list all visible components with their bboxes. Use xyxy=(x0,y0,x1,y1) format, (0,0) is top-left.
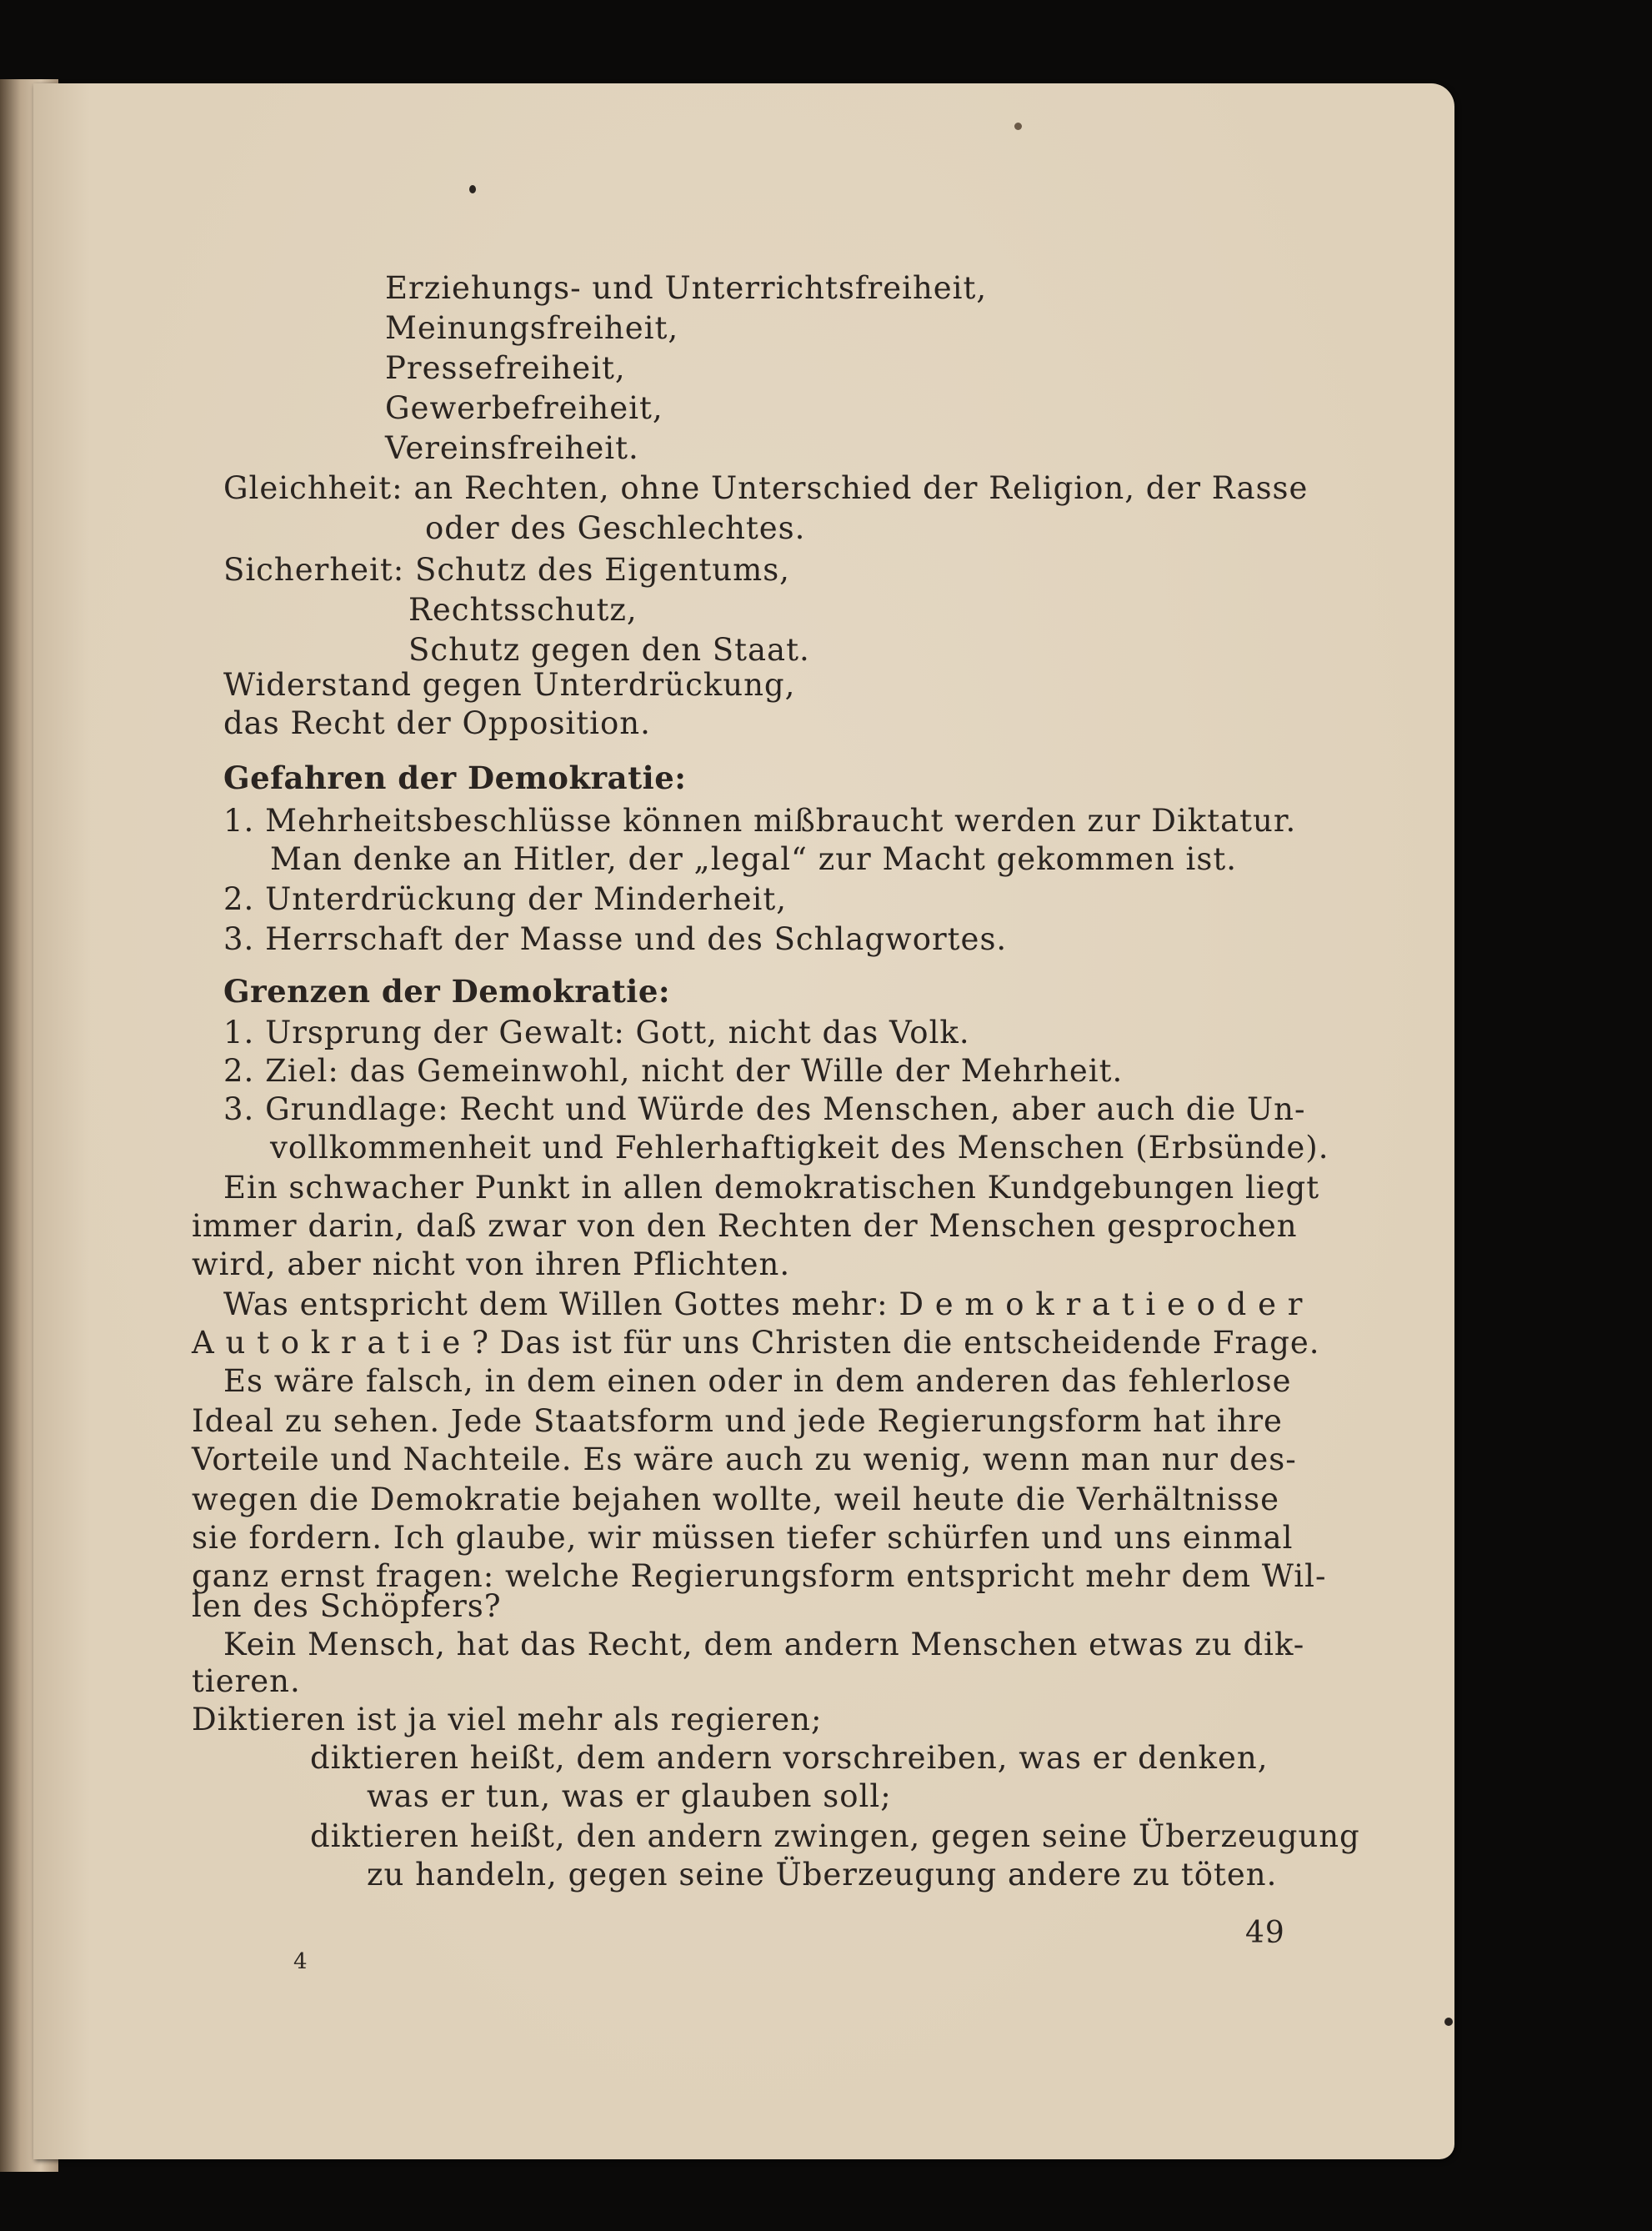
text-line: Widerstand gegen Unterdrückung, xyxy=(223,667,796,703)
text-line: Es wäre falsch, in dem einen oder in dem anderen das fehlerlose xyxy=(223,1363,1292,1399)
text-line: Vereinsfreiheit. xyxy=(385,430,639,466)
text-line: Gleichheit: an Rechten, ohne Unterschied der Religion, der Rasse xyxy=(223,470,1309,506)
text-line: zu handeln, gegen seine Überzeugung andere zu töten. xyxy=(367,1857,1278,1893)
ink-speck xyxy=(1014,123,1022,130)
list-item: 1. Mehrheitsbeschlüsse können mißbraucht werden zur Diktatur. xyxy=(223,803,1297,839)
section-heading: Gefahren der Demokratie: xyxy=(223,760,687,796)
signature-mark: 4 xyxy=(293,1949,308,1974)
text-line: Ideal zu sehen. Jede Staatsform und jede Regierungsform hat ihre xyxy=(192,1403,1283,1439)
text-line: Man denke an Hitler, der „legal“ zur Macht gekommen ist. xyxy=(270,841,1237,877)
text-line: A u t o k r a t i e ? Das ist für uns Christen die entscheidende Frage. xyxy=(192,1325,1320,1361)
text-line: das Recht der Opposition. xyxy=(223,705,651,741)
text-line: vollkommenheit und Fehlerhaftigkeit des Menschen (Erbsünde). xyxy=(270,1130,1329,1166)
text-line: tieren. xyxy=(192,1663,301,1699)
list-item: 1. Ursprung der Gewalt: Gott, nicht das Volk. xyxy=(223,1015,970,1050)
text-line: Gewerbefreiheit, xyxy=(385,390,663,426)
text-line: wegen die Demokratie bejahen wollte, weil heute die Verhältnisse xyxy=(192,1481,1279,1517)
text-line: Ein schwacher Punkt in allen demokratischen Kundgebungen liegt xyxy=(223,1170,1320,1206)
text-line: diktieren heißt, den andern zwingen, gegen seine Überzeugung xyxy=(310,1818,1360,1854)
list-item: 2. Unterdrückung der Minderheit, xyxy=(223,881,788,917)
text-line: len des Schöpfers? xyxy=(192,1588,502,1624)
list-item: 3. Grundlage: Recht und Würde des Menschen, aber auch die Un- xyxy=(223,1091,1306,1127)
text-line: Vorteile und Nachteile. Es wäre auch zu wenig, wenn man nur des- xyxy=(192,1441,1297,1477)
page-number: 49 xyxy=(1245,1916,1285,1950)
text-line: Meinungsfreiheit, xyxy=(385,310,679,346)
text-line: Schutz gegen den Staat. xyxy=(408,632,810,668)
ink-speck xyxy=(469,185,476,193)
section-heading: Grenzen der Demokratie: xyxy=(223,973,671,1010)
ink-speck xyxy=(1444,2018,1453,2026)
text-line: sie fordern. Ich glaube, wir müssen tiefer schürfen und uns einmal xyxy=(192,1520,1294,1556)
text-line: Kein Mensch, hat das Recht, dem andern Menschen etwas zu dik- xyxy=(223,1627,1305,1662)
text-line: Rechtsschutz, xyxy=(408,592,638,628)
list-item: 3. Herrschaft der Masse und des Schlagwortes. xyxy=(223,921,1008,957)
text-line: wird, aber nicht von ihren Pflichten. xyxy=(192,1246,791,1282)
text-line: Erziehungs- und Unterrichtsfreiheit, xyxy=(385,270,988,306)
text-line: ganz ernst fragen: welche Regierungsform entspricht mehr dem Wil- xyxy=(192,1558,1327,1594)
text-line: Was entspricht dem Willen Gottes mehr: D e m o k r a t i e o d e r xyxy=(223,1286,1304,1322)
text-line: was er tun, was er glauben soll; xyxy=(367,1778,892,1814)
text-line: Pressefreiheit, xyxy=(385,350,626,386)
text-line: oder des Geschlechtes. xyxy=(425,510,806,546)
text-line: immer darin, daß zwar von den Rechten der Menschen gesprochen xyxy=(192,1208,1298,1244)
text-line: Sicherheit: Schutz des Eigentums, xyxy=(223,552,790,588)
text-line: Diktieren ist ja viel mehr als regieren; xyxy=(192,1702,823,1737)
list-item: 2. Ziel: das Gemeinwohl, nicht der Wille der Mehrheit. xyxy=(223,1053,1124,1089)
text-line: diktieren heißt, dem andern vorschreiben, was er denken, xyxy=(310,1740,1269,1776)
